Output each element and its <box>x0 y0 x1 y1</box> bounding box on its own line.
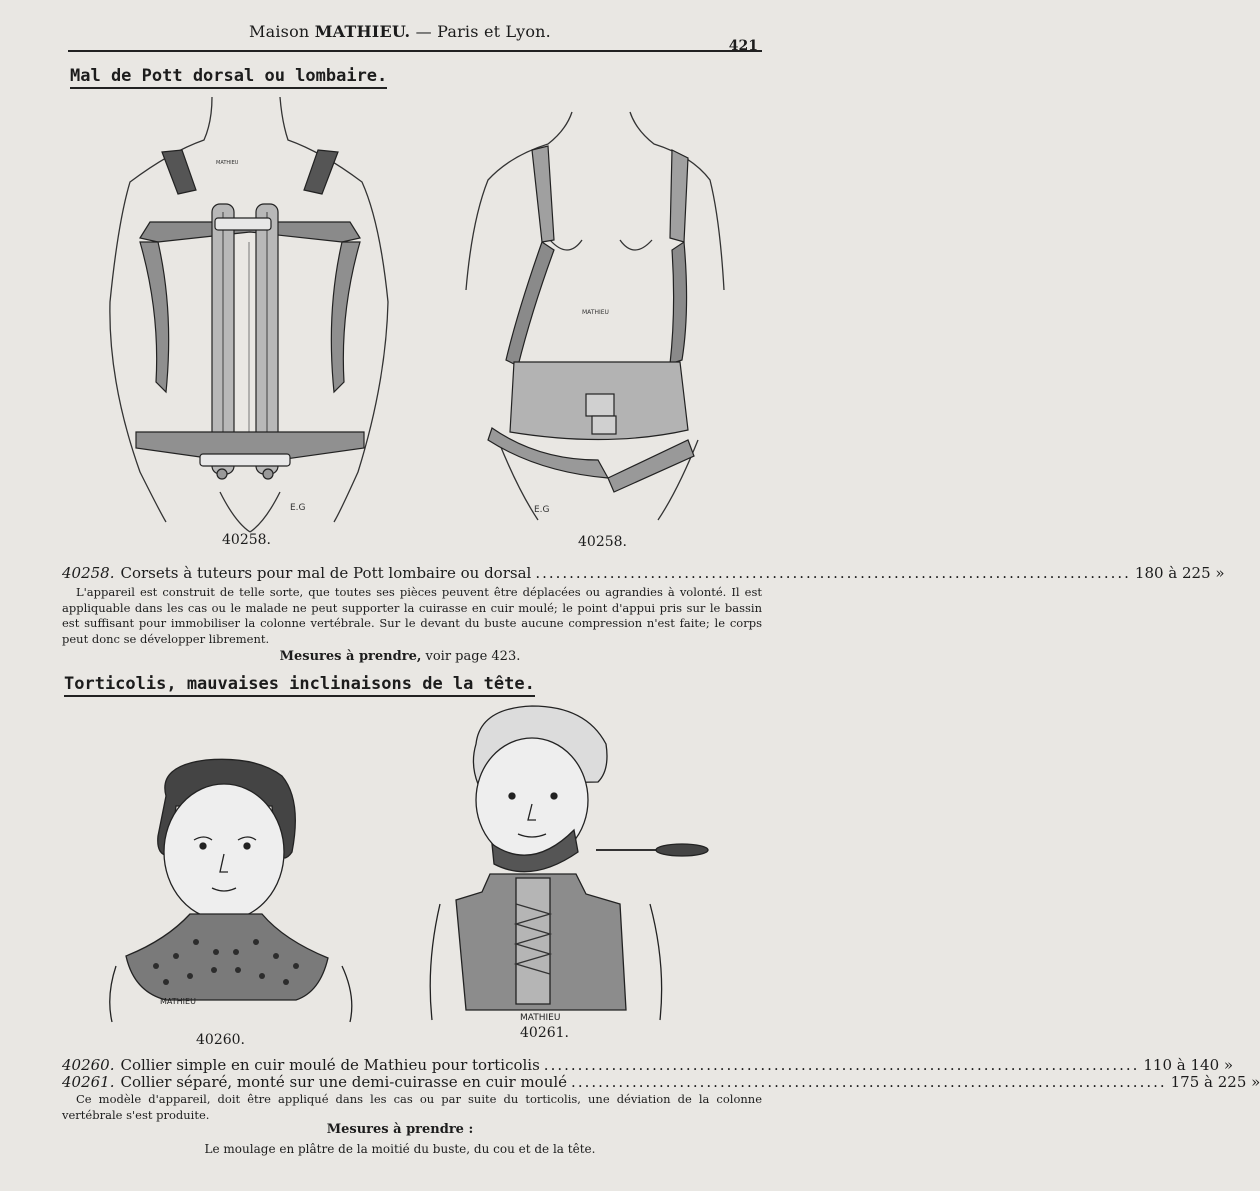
catalog-item-40258 <box>62 564 1225 582</box>
dot-leader: ........................................................................................ <box>543 1056 1140 1074</box>
item-description: Collier simple en cuir moulé de Mathieu pour torticolis <box>120 1056 540 1074</box>
running-title-suffix: — Paris et Lyon. <box>410 22 551 41</box>
measures-label: Mesures à prendre, <box>279 649 422 664</box>
measures-label: Mesures à prendre : <box>326 1122 474 1137</box>
item-number: 40260. <box>62 1056 115 1074</box>
item-price: 110 à 140 » <box>1143 1056 1234 1074</box>
catalog-item-40261 <box>62 1073 1260 1091</box>
engraver-signature: E.G <box>534 505 550 515</box>
item-price: 175 à 225 » <box>1170 1073 1260 1091</box>
corset-engraved-mark: MATHIEU <box>216 160 239 166</box>
cuirass-collar-illustration <box>420 704 720 1023</box>
figure-label: 40258. <box>578 534 627 550</box>
page-number: 421 <box>728 38 758 54</box>
description-paragraph: L'appareil est construit de telle sorte, que toutes ses pièces peuvent être déplacées ou agrandies à volonté. Il est appliquable dans les cas ou le malade ne peut supporter la cuirasse en cuir moulé; le point d'appui pris sur le bassin est suffisant pour immobiliser la colonne vertébrale. Sur le devant du buste aucune compression n'est faite; le corps peut donc se développer librement. <box>62 585 762 646</box>
header-rule <box>68 50 762 52</box>
engraver-signature: E.G <box>290 503 306 513</box>
running-title-brand: MATHIEU. <box>314 22 411 41</box>
corset-engraved-mark: MATHIEU <box>582 309 609 316</box>
figure-label: 40260. <box>196 1032 245 1048</box>
figure-label: 40258. <box>222 532 271 548</box>
dot-leader: ........................................................................................ <box>571 1073 1167 1091</box>
simple-collar-illustration <box>106 756 356 1022</box>
corset-back-illustration <box>100 92 400 532</box>
section-title-pott: Mal de Pott dorsal ou lombaire. <box>70 66 387 89</box>
figure-label: 40261. <box>520 1025 569 1041</box>
corset-front-illustration <box>458 110 738 530</box>
item-price: 180 à 225 » <box>1134 564 1225 582</box>
item-number: 40258. <box>62 564 115 582</box>
running-head <box>0 22 800 41</box>
measures-reference: voir page 423. <box>421 649 521 664</box>
measures-note <box>0 649 800 664</box>
item-description: Collier séparé, monté sur une demi-cuirasse en cuir moulé <box>120 1073 568 1091</box>
cuirass-engraved-mark: MATHIEU <box>520 1013 561 1023</box>
item-description: Corsets à tuteurs pour mal de Pott lombaire ou dorsal <box>120 564 532 582</box>
collar-engraved-mark: MATHIEU <box>160 997 196 1006</box>
catalog-item-40260 <box>62 1056 1234 1074</box>
measures-text: Le moulage en plâtre de la moitié du buste, du cou et de la tête. <box>204 1142 596 1156</box>
running-title-prefix: Maison <box>249 22 315 41</box>
dot-leader: ........................................................................................ <box>535 564 1131 582</box>
section-title-torticolis: Torticolis, mauvaises inclinaisons de la tête. <box>64 674 535 697</box>
description-paragraph: Ce modèle d'appareil, doit être appliqué dans les cas ou par suite du torticolis, une déviation de la colonne vertébrale s'est produite. <box>62 1092 762 1122</box>
item-number: 40261. <box>62 1073 115 1091</box>
